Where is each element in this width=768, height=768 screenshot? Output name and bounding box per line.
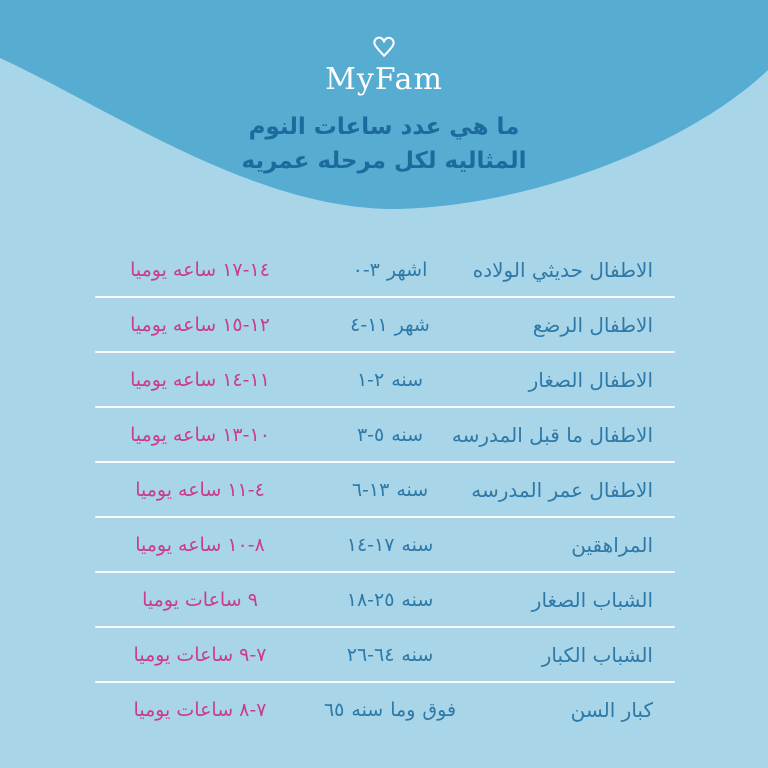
age-range-unit: سنه [391,423,424,446]
age-range [305,589,475,611]
age-group-label: الاطفال ما قبل المدرسه [451,422,653,447]
age-group-label: الشباب الصغار [531,587,653,612]
age-range-unit: وما [390,698,416,721]
brand-block [0,34,768,96]
table-row [95,243,675,296]
age-range [305,644,475,666]
sleep-hours: ٧-٨ ساعات يوميا [133,698,267,721]
sleep-hours: ٩ ساعات يوميا [142,588,258,611]
sleep-table [95,243,675,736]
age-range-unit: فوق [422,698,457,721]
age-range-unit: سنه [401,588,434,611]
age-range-number: ١-٢ [356,368,385,391]
age-range-number: ١٤-١٧ [346,533,395,556]
age-range [305,369,475,391]
age-range-unit: سنه [396,478,429,501]
age-group-label: الاطفال حديثي الولاده [472,257,653,282]
page-title-line2: المثاليه لكل مرحله عمريه [241,148,527,174]
table-row [95,518,675,571]
age-range-number: ٦٥ [323,698,345,721]
table-row [95,573,675,626]
page-title-line1: ما هي عدد ساعات النوم [248,114,520,140]
heart-icon [369,34,399,62]
sleep-hours: ١٤-١٧ ساعه يوميا [130,258,270,281]
age-group-label: كبار السن [570,697,653,722]
table-row [95,463,675,516]
age-range-unit: سنه [351,698,384,721]
age-range [305,479,475,501]
age-group-label: الشباب الكبار [541,642,653,667]
table-row [95,353,675,406]
page-title [0,110,768,178]
sleep-hours: ١٢-١٥ ساعه يوميا [130,313,270,336]
age-range [305,424,475,446]
sleep-hours: ٤-١١ ساعه يوميا [135,478,265,501]
table-row [95,683,675,736]
age-group-label: المراهقين [571,532,653,557]
age-range-number: ٣-٥ [356,423,385,446]
age-range-unit: سنه [391,368,424,391]
age-range-unit: شهر [394,313,430,336]
age-range [305,314,475,336]
sleep-hours: ٧-٩ ساعات يوميا [133,643,267,666]
age-range-number: ١٨-٢٥ [346,588,395,611]
brand-name: MyFam [325,62,443,97]
sleep-hours: ٨-١٠ ساعه يوميا [135,533,265,556]
age-range-number: ٤-١١ [350,313,388,336]
sleep-hours: ١١-١٤ ساعه يوميا [130,368,270,391]
table-row [95,298,675,351]
table-row [95,408,675,461]
age-range [305,534,475,556]
age-group-label: الاطفال عمر المدرسه [471,477,653,502]
age-range-number: ٠-٣ [352,258,380,281]
age-group-label: الاطفال الرضع [532,312,653,337]
age-range-unit: سنه [401,643,434,666]
age-range [305,699,475,721]
age-range-number: ٦-١٣ [351,478,390,501]
table-row [95,628,675,681]
age-range-number: ٢٦-٦٤ [346,643,395,666]
age-range-unit: سنه [401,533,434,556]
age-range-unit: اشهر [386,258,428,281]
age-range [305,259,475,281]
age-group-label: الاطفال الصغار [528,367,653,392]
sleep-hours: ١٠-١٣ ساعه يوميا [130,423,270,446]
